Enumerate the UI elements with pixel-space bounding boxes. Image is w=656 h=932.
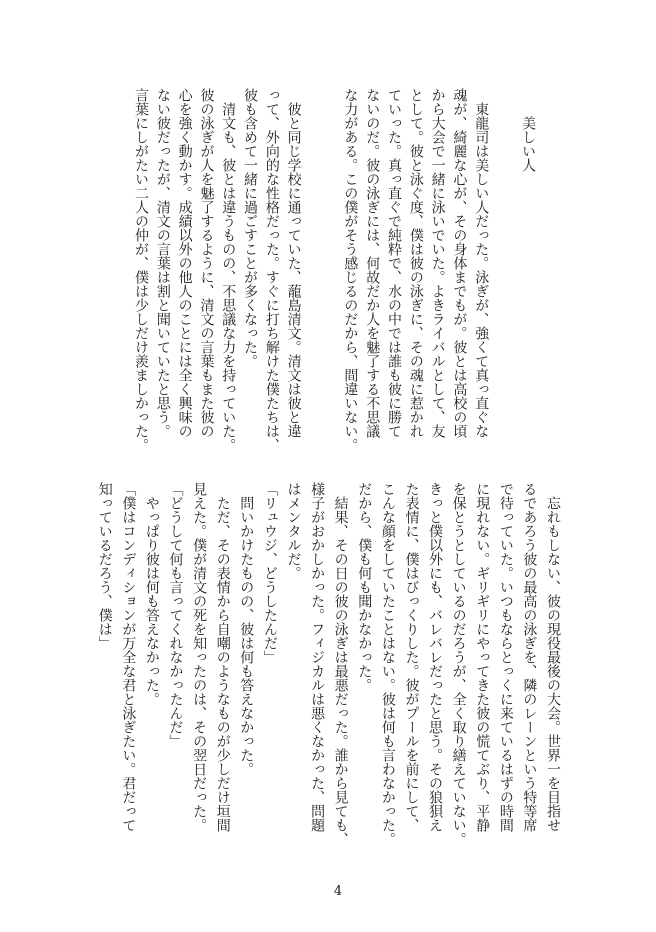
text-line: で待っていた。いつもならとっくに来ているはずの時間	[497, 482, 514, 832]
text-line: 彼と同じ学校に通っていた、蘢島清文。清文は彼と違	[285, 102, 302, 438]
lower-text-block	[92, 482, 564, 852]
text-line: こんな顔をしていたことはない。彼は何も言わなかった。	[379, 482, 396, 846]
text-line: に現れない。ギリギリにやってきた彼の慌てぶり、平静	[474, 482, 491, 832]
text-line: 魂が、綺麗な心が、その身体までもが。彼とは高校の頃	[451, 88, 468, 438]
text-line: 言葉にしがたい二人の仲が、僕は少しだけ羨ましかった。	[133, 88, 150, 452]
text-line: 彼の泳ぎが人を魅了するように、清文の言葉もまた彼の	[198, 88, 215, 438]
text-line: な力がある。この僕がそう感じるのだから、間違いない。	[342, 88, 359, 452]
page-number: 4	[333, 884, 343, 899]
text-line: 「リュウジ、どうしたんだ」	[261, 482, 278, 664]
text-line: やっぱり彼は何も答えなかった。	[143, 496, 160, 706]
text-line: た表情に、僕はびっくりした。彼がプールを前にして、	[403, 482, 420, 832]
text-line: ただ、その表情から自嘲のようなものが少しだけ垣間	[214, 496, 231, 832]
text-line: ない彼だったが、清文の言葉は割と聞いていたと思う。	[154, 88, 171, 438]
text-line: から大会で一緒に泳いでいた。よきライバルとして、友	[429, 88, 446, 438]
text-line: って、外向的な性格だった。すぐに打ち解けた僕たちは、	[263, 88, 280, 452]
upper-text-block	[129, 88, 538, 458]
text-line: 「僕はコンディションが万全な君と泳ぎたい。君だって	[120, 482, 137, 832]
text-line: だから、僕も何も聞かなかった。	[356, 482, 373, 692]
text-line: 忘れもしない、彼の現役最後の大会。世界一を目指せ	[545, 496, 561, 832]
text-line: を保とうとしているのだろうが、全く取り繕えていない。	[450, 482, 467, 846]
text-line: として。彼と泳ぐ度、僕は彼の泳ぎに、その魂に惹かれ	[407, 88, 424, 438]
chapter-title: 美しい人	[520, 116, 536, 172]
text-line: きっと僕以外にも、バレバレだったと思う。その狼狽え	[427, 482, 444, 832]
text-line: 結果、その日の彼の泳ぎは最悪だった。誰から見ても、	[332, 496, 349, 846]
text-line: 清文も、彼とは違うものの、不思議な力を持っていた。	[220, 102, 237, 452]
text-line: るであろう彼の最高の泳ぎを、隣のレーンという特等席	[521, 482, 538, 832]
text-line: 見えた。僕が清文の死を知ったのは、その翌日だった。	[191, 482, 208, 832]
text-line: 知っているだろう、僕は」	[96, 482, 113, 650]
text-line: 様子がおかしかった。フィジカルは悪くなかった、問題	[309, 482, 326, 832]
text-line: ていった。真っ直ぐで純粋で、水の中では誰も彼に勝て	[386, 88, 403, 438]
text-line: はメンタルだ。	[285, 482, 302, 580]
text-line: 東龍司は美しい人だった。泳ぎが、強くて真っ直ぐな	[473, 102, 490, 438]
text-line: 「どうして何も言ってくれなかったんだ」	[167, 482, 184, 748]
text-line: 問いかけたものの、彼は何も答えなかった。	[238, 496, 255, 776]
text-line: 心を強く動かす。成績以外の他人のことには全く興味の	[176, 88, 193, 438]
text-line: 彼も含めて一緒に過ごすことが多くなった。	[242, 88, 259, 368]
text-line: ないのだ。彼の泳ぎには、何故だか人を魅了する不思議	[364, 88, 381, 438]
